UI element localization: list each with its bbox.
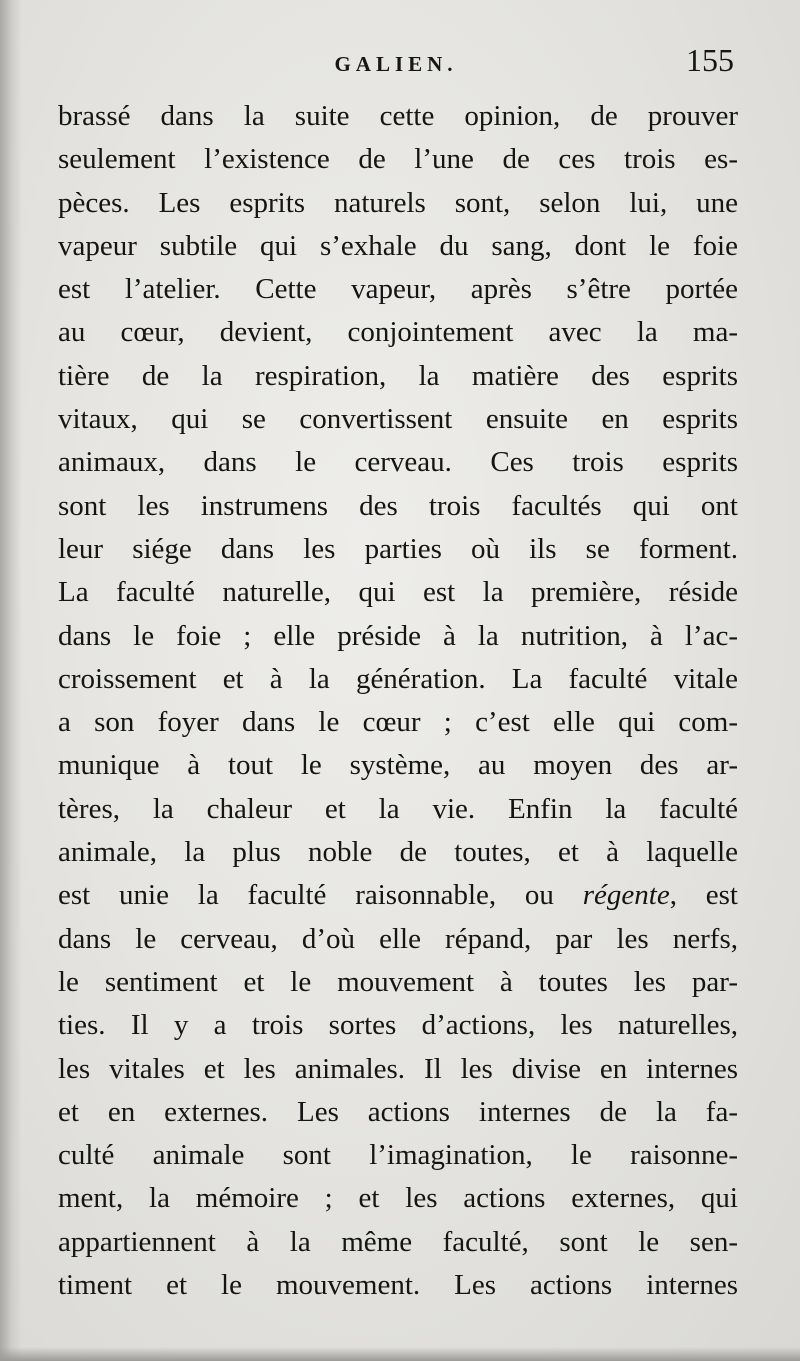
text-line: est l’atelier. Cette vapeur, après s’être portée xyxy=(58,273,738,306)
text-line: pèces. Les esprits naturels sont, selon lui, une xyxy=(58,186,738,219)
text-line: munique à tout le système, au moyen des ar- xyxy=(58,749,738,782)
text-line: au cœur, devient, conjointement avec la ma- xyxy=(58,316,738,349)
text-line: tères, la chaleur et la vie. Enfin la faculté xyxy=(58,792,738,825)
text-line: sont les instrumens des trois facultés qui ont xyxy=(58,489,738,522)
text-line: dans le cerveau, d’où elle répand, par les nerfs, xyxy=(58,922,738,955)
text-line-with-italic xyxy=(58,874,738,917)
text-line: brassé dans la suite cette opinion, de prouver xyxy=(58,100,738,132)
text-line: vapeur subtile qui s’exhale du sang, dont le foie xyxy=(58,229,738,262)
page-bottom-edge xyxy=(0,1347,800,1361)
text-line: a son foyer dans le cœur ; c’est elle qui com- xyxy=(58,706,738,739)
page-number: 155 xyxy=(686,42,734,78)
text-segment: , est xyxy=(669,879,738,912)
text-line: le sentiment et le mouvement à toutes les par- xyxy=(58,965,738,998)
text-line: animale, la plus noble de toutes, et à laquelle xyxy=(58,836,738,869)
running-head: GALIEN. xyxy=(334,52,458,76)
text-line: et en externes. Les actions internes de la fa- xyxy=(58,1095,738,1128)
text-line: croissement et à la génération. La faculté vitale xyxy=(58,662,738,695)
italic-word: régente xyxy=(582,879,670,912)
text-line: culté animale sont l’imagination, le raisonne- xyxy=(58,1139,738,1172)
text-line: ties. Il y a trois sortes d’actions, les naturelles, xyxy=(58,1009,738,1042)
text-line: ment, la mémoire ; et les actions externes, qui xyxy=(58,1182,738,1215)
text-line: dans le foie ; elle préside à la nutrition, à l’ac- xyxy=(58,619,738,652)
text-line: timent et le mouvement. Les actions internes xyxy=(58,1269,738,1302)
body-text xyxy=(58,95,738,1307)
text-segment: est unie la faculté raisonnable, ou xyxy=(58,879,583,912)
text-line: les vitales et les animales. Il les divise en internes xyxy=(58,1052,738,1085)
text-line: seulement l’existence de l’une de ces trois es- xyxy=(58,143,738,176)
page-header xyxy=(56,42,736,82)
text-line: appartiennent à la même faculté, sont le sen- xyxy=(58,1225,738,1258)
text-line: tière de la respiration, la matière des esprits xyxy=(58,359,738,392)
binding-shadow xyxy=(0,0,22,1361)
text-line: leur siége dans les parties où ils se forment. xyxy=(58,532,738,565)
text-line: animaux, dans le cerveau. Ces trois esprits xyxy=(58,446,738,479)
text-line: La faculté naturelle, qui est la première, réside xyxy=(58,576,738,609)
text-line: vitaux, qui se convertissent ensuite en esprits xyxy=(58,403,738,436)
